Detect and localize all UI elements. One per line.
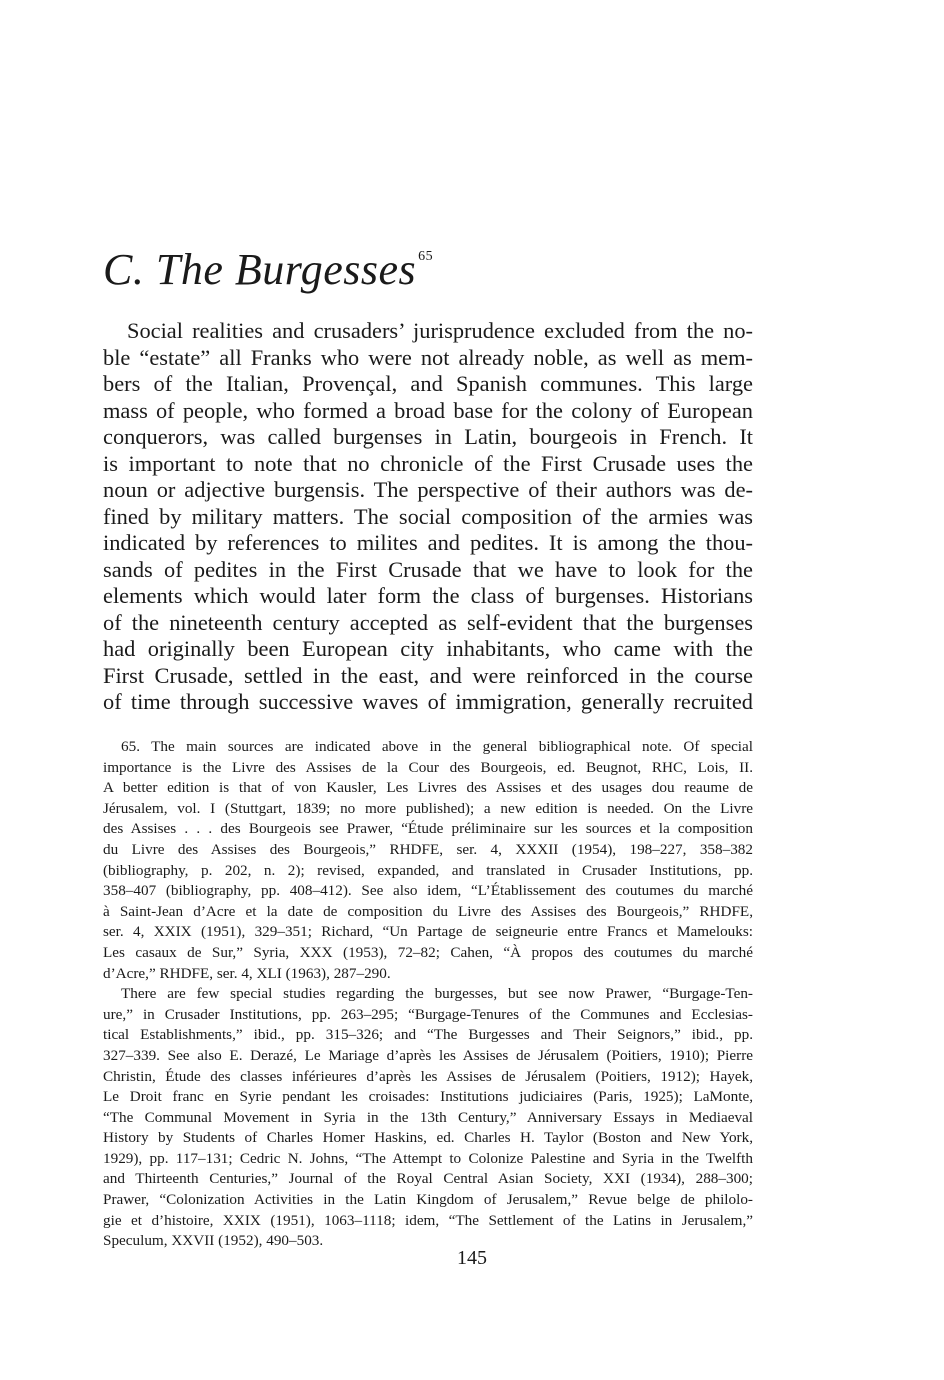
page-number: 145 [457,1247,487,1269]
body-paragraph [103,318,753,716]
footnote-line: 358–407 (bibliography, pp. 408–412). See also idem, “L’Établissement des coutumes du marché [103,882,753,900]
body-line: of time through successive waves of immigration, generally recruited [103,689,753,714]
body-line: Social realities and crusaders’ jurisprudence excluded from the no- [127,318,753,343]
footnote-line: Speculum, XXVII (1952), 490–503. [103,1232,324,1250]
footnote-line: 327–339. See also E. Derazé, Le Mariage d’après les Assises de Jérusalem (Poitiers, 1910); Pierre [103,1046,753,1064]
footnote-line: Jérusalem, vol. I (Stuttgart, 1839; no more published); a new edition is needed. On the Livre [103,799,753,817]
footnotes [103,737,753,1252]
footnote-line: History by Students of Charles Homer Haskins, ed. Charles H. Taylor (Boston and New York, [103,1129,753,1147]
footnote-line: 65. The main sources are indicated above in the general bibliographical note. Of special [121,738,753,755]
body-line: First Crusade, settled in the east, and were reinforced in the course [103,662,753,688]
body-line: had originally been European city inhabitants, who came with the [103,636,753,661]
footnote-reference: 65 [418,249,434,264]
body-line: sands of pedites in the First Crusade that we have to look for the [103,556,753,582]
footnote-line: importance is the Livre des Assises de la Cour des Bourgeois, ed. Beugnot, RHC, Lois, II. [103,758,753,776]
section-title: C. The Burgesses [103,245,417,294]
body-line: conquerors, was called burgenses in Latin, bourgeois in French. It [103,424,753,449]
footnote-line: gie et d’histoire, XXIX (1951), 1063–1118; idem, “The Settlement of the Latins in Jerusalem,” [103,1211,753,1229]
footnote-line: and Thirteenth Centuries,” Journal of the Royal Central Asian Society, XXI (1934), 288–300; [103,1170,753,1188]
footnote-line: A better edition is that of von Kausler, Les Livres des Assises et des usages dou reaume de [103,779,753,797]
body-line: mass of people, who formed a broad base for the colony of European [103,397,753,423]
footnote-line: “The Communal Movement in Syria in the 13th Century,” Anniversary Essays in Mediaeval [103,1108,753,1126]
footnote-line: d’Acre,” RHDFE, ser. 4, XLI (1963), 287–290. [103,964,391,982]
body-line: elements which would later form the class of burgenses. Historians [103,583,753,608]
footnote-line: Le Droit franc en Syrie pendant les croisades: Institutions judiciaires (Paris, 1925); LaMonte, [103,1088,753,1106]
body-line: is important to note that no chronicle of the First Crusade uses the [103,450,753,476]
footnote-line: tical Establishments,” ibid., pp. 315–326; and “The Burgesses and Their Seignors,” ibid., pp. [103,1026,753,1044]
footnote-line: à Saint-Jean d’Acre et la date de composition du Livre des Assises des Bourgeois,” RHDFE, [103,902,753,920]
footnote-line: des Assises . . . des Bourgeois see Prawer, “Étude préliminaire sur les sources et la composition [103,820,753,838]
footnote-line: Prawer, “Colonization Activities in the Latin Kingdom of Jerusalem,” Revue belge de philolo- [103,1191,753,1209]
footnote-line: du Livre des Assises des Bourgeois,” RHDFE, ser. 4, XXXII (1954), 198–227, 358–382 [103,840,753,858]
body-line: noun or adjective burgensis. The perspective of their authors was de- [103,477,753,502]
footnote-line: (bibliography, p. 202, n. 2); revised, expanded, and translated in Crusader Institutions, pp. [103,861,753,879]
body-line: bers of the Italian, Provençal, and Spanish communes. This large [103,371,753,396]
body-line: indicated by references to milites and pedites. It is among the thou- [103,530,753,555]
body-line: ble “estate” all Franks who were not already noble, as well as mem- [103,344,753,370]
footnote-line: ser. 4, XXIX (1951), 329–351; Richard, “Un Partage de seigneurie entre Francs et Mamelouks: [103,923,753,941]
footnote-line: Christin, Étude des classes inférieures d’après les Assises de Jérusalem (Poitiers, 1912); Hayek, [103,1067,753,1085]
body-line: of the nineteenth century accepted as self-evident that the burgenses [103,609,753,635]
footnote-line: 1929), pp. 117–131; Cedric N. Johns, “The Attempt to Colonize Palestine and Syria in the Twelfth [103,1149,753,1167]
footnote-line: ure,” in Crusader Institutions, pp. 263–295; “Burgage-Tenures of the Communes and Ecclesias- [103,1005,753,1023]
body-line: fined by military matters. The social composition of the armies was [103,503,753,529]
section-heading [103,244,433,295]
footnote-line: Les casaux de Sur,” Syria, XXX (1953), 72–82; Cahen, “À propos des coutumes du marché [103,943,753,961]
footnote-line: There are few special studies regarding the burgesses, but see now Prawer, “Burgage-Ten- [121,985,753,1003]
